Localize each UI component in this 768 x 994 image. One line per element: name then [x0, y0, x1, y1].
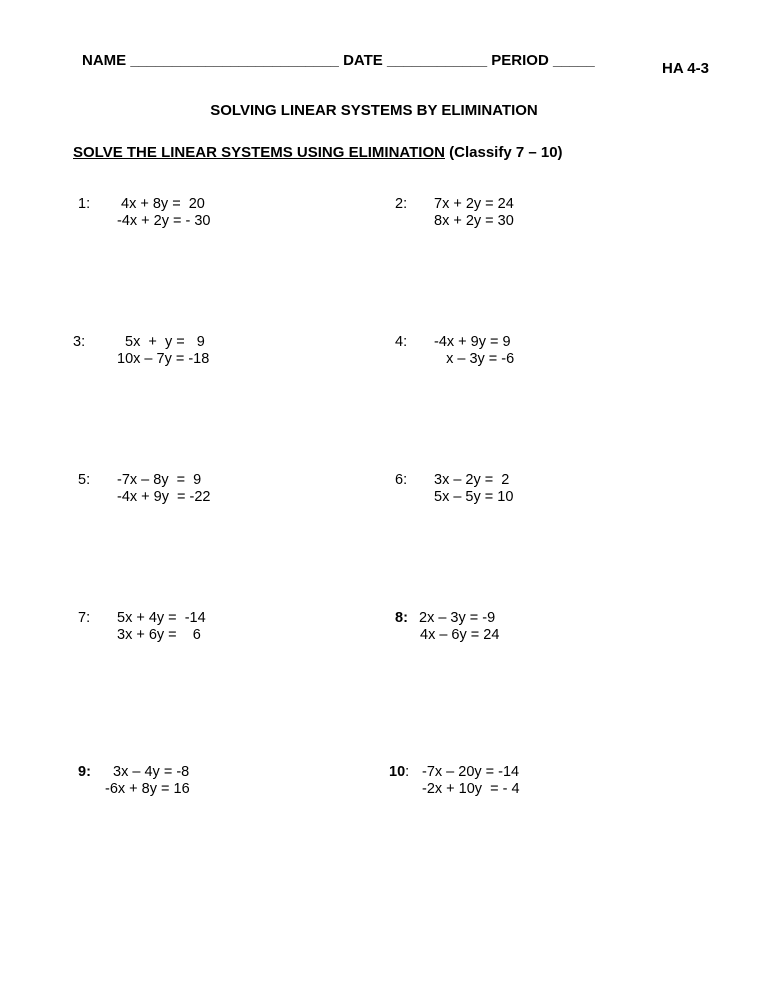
equation-2: -2x + 10y = - 4 [422, 781, 520, 797]
equation-2: x – 3y = -6 [434, 351, 515, 367]
period-label: PERIOD [491, 52, 549, 69]
equation-2: 5x – 5y = 10 [434, 489, 514, 505]
worksheet-code: HA 4-3 [662, 60, 709, 77]
equation-system [434, 472, 513, 506]
equation-1: 3x – 4y = -8 [105, 764, 190, 780]
page-title: SOLVING LINEAR SYSTEMS BY ELIMINATION [210, 102, 538, 119]
equation-1: -4x + 9y = 9 [434, 334, 511, 350]
equation-2: -4x + 2y = - 30 [117, 213, 211, 229]
problem-number: 3: [73, 334, 86, 350]
equation-system [422, 764, 520, 798]
problem-number: 2: [395, 196, 408, 212]
equation-1: 5x + y = 9 [117, 334, 205, 350]
equation-1: -7x – 8y = 9 [117, 472, 202, 488]
equation-system [117, 610, 206, 644]
equation-1: 5x + 4y = -14 [117, 610, 206, 626]
instructions-main: SOLVE THE LINEAR SYSTEMS USING ELIMINATION [73, 144, 445, 161]
equation-2: -4x + 9y = -22 [117, 489, 211, 505]
equation-system [117, 334, 209, 368]
problem-number: 5: [78, 472, 91, 488]
instructions-note: (Classify 7 – 10) [449, 144, 563, 161]
problem-number: 8: [395, 610, 408, 626]
equation-1: 3x – 2y = 2 [434, 472, 510, 488]
name-blank: _________________________ [130, 52, 339, 69]
date-blank: ____________ [386, 52, 488, 69]
problem-number: 7: [78, 610, 91, 626]
date-label: DATE [343, 52, 383, 69]
header-line [82, 52, 595, 69]
equation-2: 8x + 2y = 30 [434, 213, 514, 229]
problem-number: 6: [395, 472, 408, 488]
equation-1: 4x + 8y = 20 [117, 196, 205, 212]
equation-system [434, 196, 514, 230]
equation-1: 7x + 2y = 24 [434, 196, 514, 212]
equation-system [117, 196, 211, 230]
problem-number: 10: [389, 764, 410, 780]
equation-system [117, 472, 211, 506]
equation-1: 2x – 3y = -9 [419, 610, 496, 626]
equation-system [434, 334, 514, 368]
equation-1: -7x – 20y = -14 [422, 764, 520, 780]
name-label: NAME [82, 52, 127, 69]
period-blank: _____ [552, 52, 595, 69]
equation-2: 4x – 6y = 24 [420, 627, 500, 643]
equation-2: 3x + 6y = 6 [117, 627, 201, 643]
equation-system [419, 610, 499, 644]
problem-number: 1: [78, 196, 91, 212]
equation-system [105, 764, 190, 798]
problem-number: 9: [78, 764, 91, 780]
equation-2: 10x – 7y = -18 [117, 351, 210, 367]
equation-2: -6x + 8y = 16 [105, 781, 190, 797]
problem-number: 4: [395, 334, 408, 350]
instructions [73, 144, 563, 161]
